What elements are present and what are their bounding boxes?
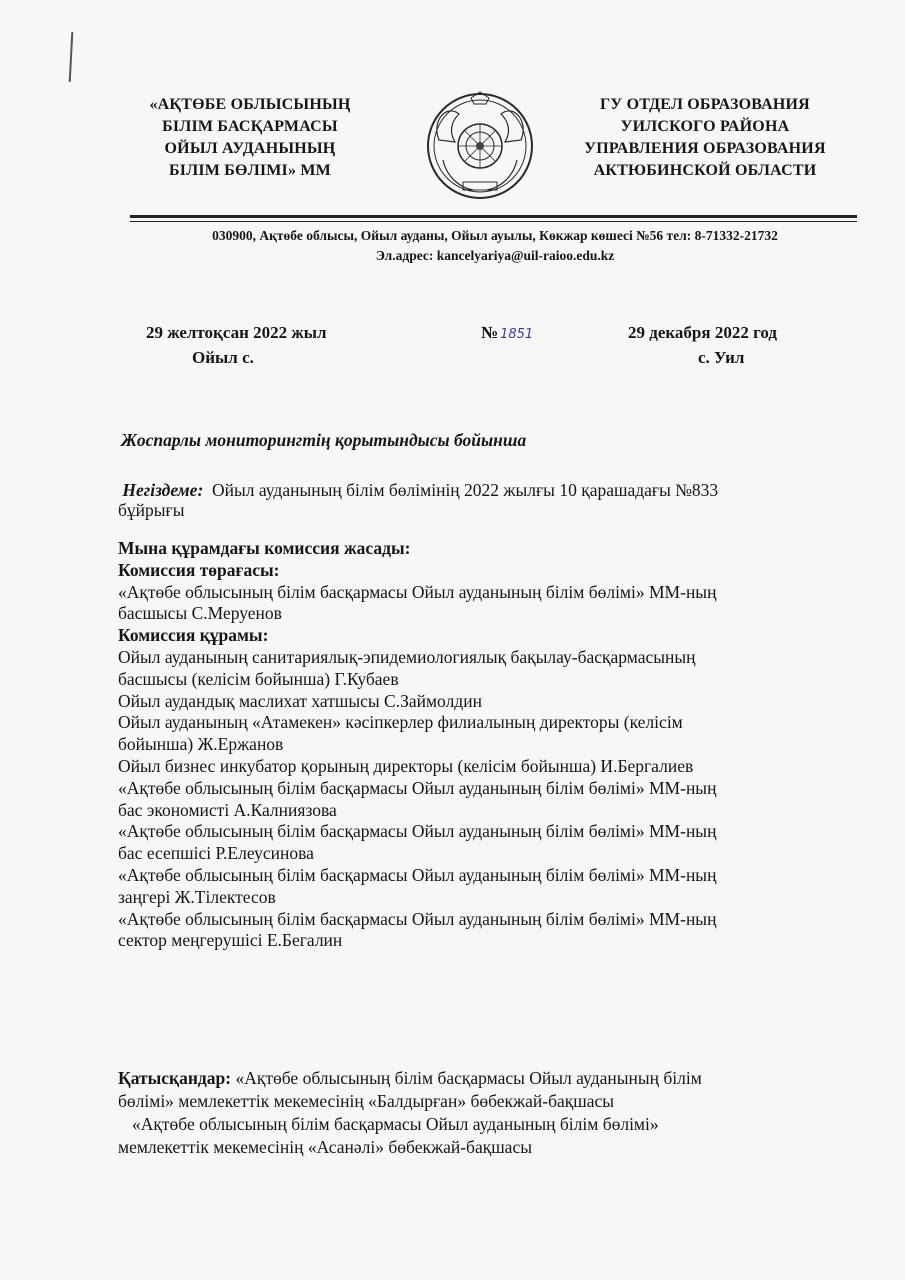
place-kz: Ойыл с. [192,348,254,367]
state-emblem-icon [425,90,535,202]
header-ru-line: УПРАВЛЕНИЯ ОБРАЗОВАНИЯ [584,140,826,157]
header-ru-line: ГУ ОТДЕЛ ОБРАЗОВАНИЯ [600,96,810,113]
member-line: «Ақтөбе облысының білім басқармасы Ойыл ауданының білім бөлімі» ММ-ның [118,864,717,885]
commission [118,538,863,952]
member-line: бойынша) Ж.Ержанов [118,734,284,755]
chair-line: басшысы С.Меруенов [118,603,282,624]
basis-text: Ойыл ауданының білім бөлімінің 2022 жылғы 10 қарашадағы №833 [212,480,719,500]
header-kz [130,94,370,182]
header-kz-line: «АҚТӨБЕ ОБЛЫСЫНЫҢ [149,96,351,113]
member-line: «Ақтөбе облысының білім басқармасы Ойыл ауданының білім бөлімі» ММ-ның [118,908,717,929]
basis [118,480,858,520]
date-ru: 29 декабря 2022 год [628,323,777,342]
member-line: Ойыл бизнес инкубатор қорының директоры (келісім бойынша) И.Бергалиев [118,755,694,776]
member-line: бас экономисті А.Калниязова [118,799,337,820]
member-line: «Ақтөбе облысының білім басқармасы Ойыл ауданының білім бөлімі» ММ-ның [118,821,717,842]
member-line: Ойыл аудандық маслихат хатшысы С.Займолдин [118,690,482,711]
member-line: сектор меңгерушісі Е.Бегалин [118,930,343,951]
place-ru: с. Уил [698,348,745,367]
email: Эл.адрес: kancelyariya@uil-raioo.edu.kz [375,248,615,263]
scan-mark [69,32,74,82]
date-kz: 29 желтоқсан 2022 жыл [146,323,327,342]
header-kz-line: ОЙЫЛ АУДАНЫНЫҢ [164,140,336,157]
document-number [481,322,533,346]
address: 030900, Ақтөбе облысы, Ойыл ауданы, Ойыл ауылы, Көкжар көшесі №56 тел: 8-71332-21732 [212,228,778,243]
participant-line: «Ақтөбе облысының білім басқармасы Ойыл ауданының білім [235,1068,702,1088]
basis-text-cont: бұйрығы [118,500,185,520]
member-line: «Ақтөбе облысының білім басқармасы Ойыл ауданының білім бөлімі» ММ-ның [118,777,717,798]
basis-label: Негіздеме: [122,480,204,500]
header-ru-line: АКТЮБИНСКОЙ ОБЛАСТИ [593,162,817,179]
header-ru-line: УИЛСКОГО РАЙОНА [620,118,790,135]
number-label: № [481,323,499,342]
participant-line: мемлекеттік мекемесінің «Асанәлі» бөбекжай-бақшасы [118,1137,532,1157]
participants-label: Қатысқандар: [118,1068,232,1088]
member-line: Ойыл ауданының санитариялық-эпидемиологиялық бақылау-басқармасының [118,646,696,667]
members-heading: Комиссия құрамы: [118,625,269,646]
member-line: басшысы (келісім бойынша) Г.Кубаев [118,668,399,689]
header-ru [555,94,855,182]
participant-line: «Ақтөбе облысының білім басқармасы Ойыл ауданының білім бөлімі» [132,1114,659,1134]
chair-line: «Ақтөбе облысының білім басқармасы Ойыл ауданының білім бөлімі» ММ-ның [118,581,717,602]
commission-heading: Мына құрамдағы комиссия жасады: [118,538,411,558]
header-kz-line: БІЛІМ БӨЛІМІ» ММ [169,162,331,179]
member-line: Ойыл ауданының «Атамекен» кәсіпкерлер филиалының директоры (келісім [118,712,683,733]
header-kz-line: БІЛІМ БАСҚАРМАСЫ [162,118,338,135]
member-line: бас есепшісі Р.Елеусинова [118,843,314,864]
participant-line: бөлімі» мемлекеттік мекемесінің «Балдырған» бөбекжай-бақшасы [118,1091,615,1111]
header-rule-thin [130,221,857,222]
document-title: Жоспарлы мониторингтің қорытындысы бойынша [121,430,527,450]
member-line: заңгері Ж.Тілектесов [118,886,276,907]
number-value: 1851 [500,327,534,342]
chair-heading: Комиссия төрағасы: [118,559,280,580]
header-rule-thick [130,215,857,218]
participants [118,1067,863,1159]
